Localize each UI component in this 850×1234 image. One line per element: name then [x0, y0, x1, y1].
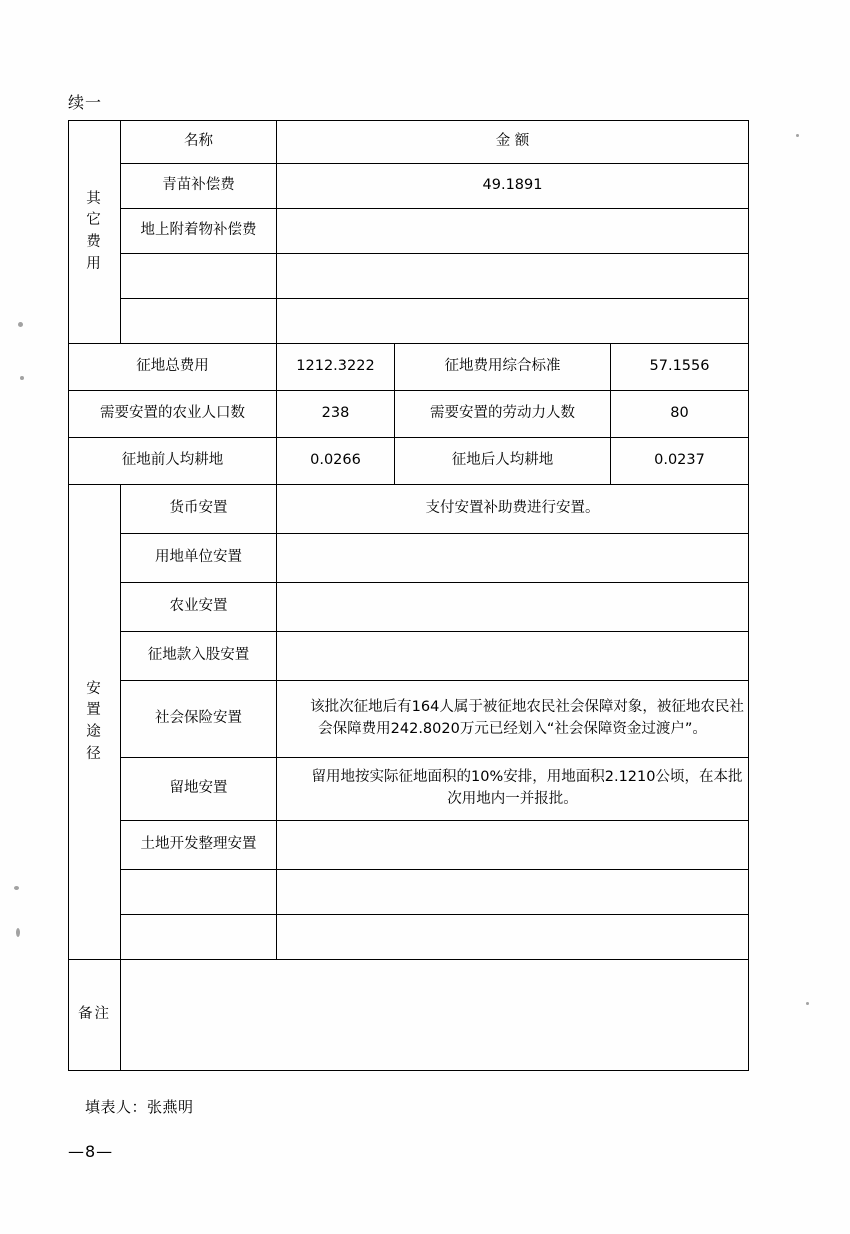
- resettlement-content-8: [277, 915, 749, 960]
- table-row: [69, 632, 749, 681]
- resettlement-label-5: 留地安置: [121, 758, 277, 821]
- page-number: —8—: [68, 1142, 114, 1161]
- other-fees-header-amount: 金 额: [277, 121, 749, 164]
- table-row: [69, 485, 749, 534]
- summary-label-0-2: 征地费用综合标准: [395, 344, 611, 391]
- table-row: [69, 960, 749, 1071]
- summary-value-1-2: 80: [611, 391, 749, 438]
- resettlement-content-3: [277, 632, 749, 681]
- table-row: [69, 209, 749, 254]
- table-row: [69, 391, 749, 438]
- summary-label-0-1: 征地总费用: [69, 344, 277, 391]
- summary-value-0-1: 1212.3222: [277, 344, 395, 391]
- resettlement-label-6: 土地开发整理安置: [121, 821, 277, 870]
- land-acquisition-table: [68, 120, 749, 1071]
- resettlement-content-0: 支付安置补助费进行安置。: [277, 485, 749, 534]
- table-row: [69, 254, 749, 299]
- resettlement-label-1: 用地单位安置: [121, 534, 277, 583]
- summary-value-2-1: 0.0266: [277, 438, 395, 485]
- other-fee-name-1: 地上附着物补偿费: [121, 209, 277, 254]
- resettlement-label-8: [121, 915, 277, 960]
- summary-label-2-1: 征地前人均耕地: [69, 438, 277, 485]
- other-fee-amount-0: 49.1891: [277, 164, 749, 209]
- other-fee-amount-3: [277, 299, 749, 344]
- summary-value-1-1: 238: [277, 391, 395, 438]
- paper-speck: [18, 322, 23, 327]
- other-fee-amount-1: [277, 209, 749, 254]
- other-fee-amount-2: [277, 254, 749, 299]
- resettlement-label-7: [121, 870, 277, 915]
- other-fee-name-0: 青苗补偿费: [121, 164, 277, 209]
- remarks-content: [121, 960, 749, 1071]
- resettlement-label-2: 农业安置: [121, 583, 277, 632]
- table-row: [69, 915, 749, 960]
- continuation-label: 续一: [68, 93, 103, 112]
- summary-label-1-1: 需要安置的农业人口数: [69, 391, 277, 438]
- summary-label-2-2: 征地后人均耕地: [395, 438, 611, 485]
- table-row: [69, 681, 749, 758]
- other-fee-name-2: [121, 254, 277, 299]
- paper-speck: [806, 1002, 809, 1005]
- table-row: [69, 821, 749, 870]
- resettlement-content-4: 该批次征地后有164人属于被征地农民社会保障对象，被征地农民社会保障费用242.8020万元已经划入“社会保障资金过渡户”。: [277, 681, 749, 758]
- paper-speck: [16, 928, 20, 937]
- table-row: [69, 438, 749, 485]
- resettlement-content-1: [277, 534, 749, 583]
- resettlement-content-5: 留用地按实际征地面积的10%安排，用地面积2.1210公顷，在本批次用地内一并报批。: [277, 758, 749, 821]
- table-row: [69, 164, 749, 209]
- summary-value-0-2: 57.1556: [611, 344, 749, 391]
- paper-speck: [14, 886, 19, 890]
- resettlement-label-0: 货币安置: [121, 485, 277, 534]
- resettlement-content-2: [277, 583, 749, 632]
- resettlement-group-label: 安 置 途 径: [69, 485, 121, 960]
- table-row: [69, 344, 749, 391]
- table-row: [69, 534, 749, 583]
- table-row: [69, 583, 749, 632]
- table-row: [69, 758, 749, 821]
- table-row: [69, 299, 749, 344]
- resettlement-content-6: [277, 821, 749, 870]
- other-fee-name-3: [121, 299, 277, 344]
- table-row: [69, 870, 749, 915]
- table-row: [69, 121, 749, 164]
- form-filler-signature: 填表人：张燕明: [85, 1098, 194, 1116]
- paper-speck: [796, 134, 799, 137]
- paper-speck: [20, 376, 24, 380]
- resettlement-content-7: [277, 870, 749, 915]
- resettlement-label-3: 征地款入股安置: [121, 632, 277, 681]
- summary-value-2-2: 0.0237: [611, 438, 749, 485]
- other-fees-header-name: 名称: [121, 121, 277, 164]
- remarks-label: 备注: [69, 960, 121, 1071]
- summary-label-1-2: 需要安置的劳动力人数: [395, 391, 611, 438]
- other-fees-group-label: 其 它 费 用: [69, 121, 121, 344]
- resettlement-label-4: 社会保险安置: [121, 681, 277, 758]
